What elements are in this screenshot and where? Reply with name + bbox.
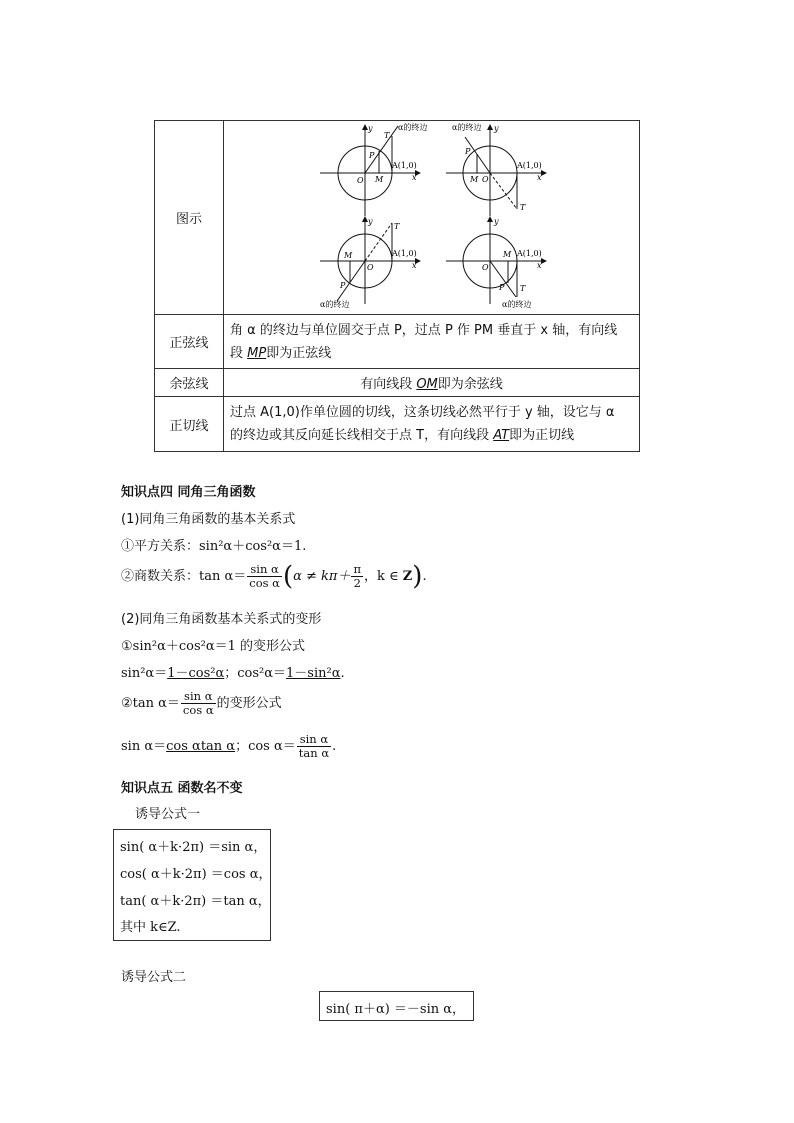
variant2-title: ②tan α＝ $\frac{\text{sin α}}{\text{cos α}}$ 的变形公式 xyxy=(121,689,282,717)
label-M: M xyxy=(344,251,353,260)
unit-circle-diagrams xyxy=(224,121,638,314)
formula1-cos: cos( α＋k·2π) ＝cos α， xyxy=(120,867,272,882)
section4-item2: (2)同角三角函数基本关系式的变形 xyxy=(121,612,322,627)
row-label: 正弦线 xyxy=(155,315,224,369)
section4-heading: 知识点四 同角三角函数 xyxy=(121,485,256,500)
formula2-box xyxy=(319,991,474,1021)
formula1-condition: 其中 k∈Z. xyxy=(120,920,181,935)
label-A: A(1,0) xyxy=(517,249,542,258)
label-x: x xyxy=(412,173,417,182)
cosine-line-description: 有向线段 OM即为余弦线 xyxy=(224,369,640,397)
label-T: T xyxy=(394,222,400,231)
quotient-relation: ②商数关系：tan α＝ $\frac{\text{sin α}}{\text{cos α}}$ (α ≠ kπ＋ $\frac{\pi}{2}$ ，k ∈ Z). xyxy=(121,561,427,592)
formula1-tan: tan( α＋k·2π) ＝tan α， xyxy=(120,894,271,909)
square-relation: ①平方关系：sin²α＋cos²α＝1. xyxy=(121,539,307,554)
label-y: y xyxy=(368,217,373,226)
table-row xyxy=(155,369,640,397)
row-label: 正切线 xyxy=(155,397,224,452)
figure-quadrant-2 xyxy=(446,122,546,216)
label-T: T xyxy=(520,203,526,212)
label-terminal-side: α的终边 xyxy=(398,123,428,132)
label-M: M xyxy=(503,250,512,259)
label-x: x xyxy=(412,261,417,270)
label-x: x xyxy=(537,261,542,270)
label-T: T xyxy=(384,131,390,140)
formula2-title: 诱导公式二 xyxy=(121,970,187,985)
label-A: A(1,0) xyxy=(517,161,542,170)
label-O: O xyxy=(367,263,374,272)
label-terminal-side: α的终边 xyxy=(320,300,350,309)
figure-quadrant-4 xyxy=(446,217,546,309)
variant1-formulas: sin²α＝1－cos²α；cos²α＝1－sin²α. xyxy=(121,666,345,681)
formula1-title: 诱导公式一 xyxy=(135,807,201,822)
table-row xyxy=(155,315,640,369)
unit-circle-figures xyxy=(224,121,640,315)
formula2-sin: sin( π＋α) ＝－sin α， xyxy=(326,1002,466,1017)
variant1-title: ①sin²α＋cos²α＝1 的变形公式 xyxy=(121,639,306,654)
row-label: 余弦线 xyxy=(155,369,224,397)
label-terminal-side: α的终边 xyxy=(502,300,532,309)
label-P: P xyxy=(499,283,505,292)
label-y: y xyxy=(494,217,499,226)
figure-quadrant-1 xyxy=(320,122,427,216)
label-P: P xyxy=(340,281,346,290)
label-M: M xyxy=(375,175,384,184)
label-terminal-side: α的终边 xyxy=(452,123,482,132)
figure-quadrant-3 xyxy=(320,217,420,309)
label-y: y xyxy=(494,124,499,133)
label-O: O xyxy=(482,175,489,184)
label-x: x xyxy=(537,173,542,182)
trig-lines-table xyxy=(154,120,640,452)
variant2-formulas: sin α＝cos αtan α；cos α＝ $\frac{\text{sin α}}{\text{tan α}}$ . xyxy=(121,732,337,760)
label-P: P xyxy=(369,151,375,160)
tangent-line-description: 过点 A(1,0)作单位圆的切线，这条切线必然平行于 y 轴，设它与 α 的终边或其反向延长线相交于点 T，有向线段 AT即为正切线 xyxy=(224,397,640,452)
sine-line-description: 角 α 的终边与单位圆交于点 P，过点 P 作 PM 垂直于 x 轴，有向线 段 MP即为正弦线 xyxy=(224,315,640,369)
row-label: 图示 xyxy=(155,121,224,315)
formula1-sin: sin( α＋k·2π) ＝sin α， xyxy=(120,840,267,855)
section5-heading: 知识点五 函数名不变 xyxy=(121,781,243,796)
label-O: O xyxy=(482,263,489,272)
label-O: O xyxy=(357,176,364,185)
label-P: P xyxy=(465,147,471,156)
table-row xyxy=(155,397,640,452)
label-A: A(1,0) xyxy=(392,161,417,170)
label-T: T xyxy=(520,284,526,293)
label-A: A(1,0) xyxy=(392,249,417,258)
label-M: M xyxy=(470,175,479,184)
table-row xyxy=(155,121,640,315)
section4-item1: (1)同角三角函数的基本关系式 xyxy=(121,512,296,527)
formula1-box xyxy=(113,829,271,941)
label-y: y xyxy=(368,124,373,133)
